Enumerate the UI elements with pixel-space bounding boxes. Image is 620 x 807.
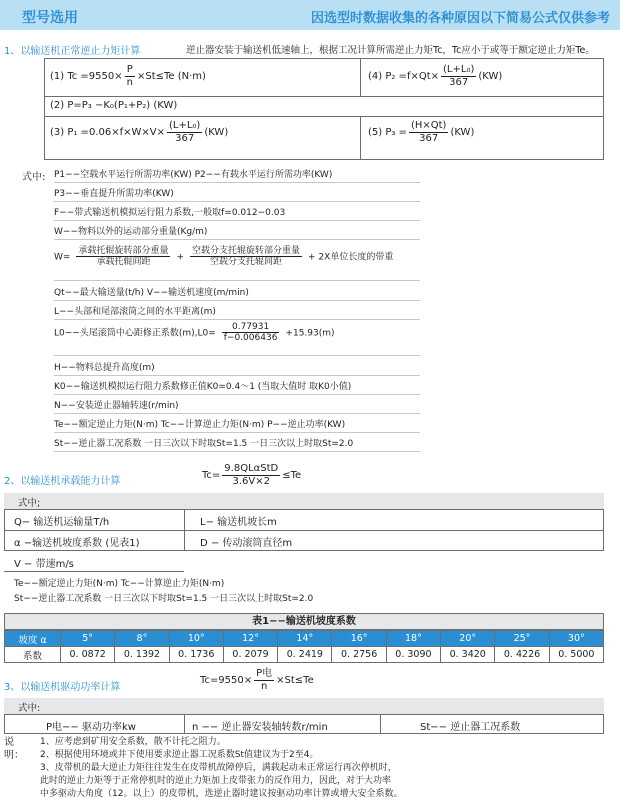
angle-cell: 16° [332, 631, 386, 647]
var-cell: D − 传动滚筒直径m [200, 538, 293, 549]
table-row [5, 631, 604, 647]
w-formula: W= $\frac{\text{承载托辊旋转部分重量}}{\text{承载托辊间距}}$ + $\frac{\text{空载分支托辊旋转部分重量}}{\text{空载分支托辊间距}}$ + 2X单位长度的带重 [54, 246, 394, 268]
header-title: 型号选用 [22, 10, 78, 26]
header-subtitle: 因选型时数据收集的各种原因以下简易公式仅供参考 [310, 11, 610, 26]
value-cell: 0. 4226 [495, 647, 549, 663]
angle-cell: 20° [441, 631, 495, 647]
var-cell: Q− 输送机运输量T/h [14, 517, 110, 528]
section3-title: 3、以输送机驱动功率计算 [4, 682, 121, 693]
value-cell: 0. 5000 [549, 647, 603, 663]
note-item: 1、应考虑到矿用安全系数，散不计托之阻力。 [40, 737, 226, 747]
section2-note: St−−逆止器工况系数 一日三次以下时取St=1.5 一日三次以上时取St=2.0 [14, 594, 314, 604]
var-row: P1−−空载水平运行所需功率(KW) P2−−有载水平运行所需功率(KW) [54, 170, 333, 180]
value-cell: 0. 0872 [61, 647, 115, 663]
angle-cell: 5° [61, 631, 115, 647]
var-row: P3−−垂直提升所需功率(KW) [54, 189, 174, 199]
section2-formula: Tc= $\frac{\text{9.8QLαStD}}{3.6V\times 2}$ ≤Te [202, 463, 302, 487]
section2-note: Te−−额定逆止力矩(N·m) Tc−−计算逆止力矩(N·m) [14, 579, 225, 589]
section1-intro: 逆止器安装于输送机低速轴上，根据工况计算所需逆止力矩Tc，Tc应小于或等于额定逆止力矩Te。 [186, 45, 595, 56]
value-cell: 0. 3090 [386, 647, 440, 663]
angle-cell: 18° [386, 631, 440, 647]
var-row: W−−物料以外的运动部分重量(Kg/m) [54, 227, 208, 237]
var-row: L−−头部和尾部滚筒之间的水平距离(m) [54, 307, 216, 317]
value-cell: 0. 2756 [332, 647, 386, 663]
section3-formula: Tc=9550× $\frac{\text{P电}}{n}$ ×St≤Te [200, 668, 314, 692]
section1-where-label: 式中: [22, 172, 46, 183]
table1-title: 表1−−输送机坡度系数 [4, 613, 604, 630]
value-cell: 0. 3420 [441, 647, 495, 663]
value-cell: 0. 2419 [278, 647, 332, 663]
section3-where-label: 式中: [18, 703, 41, 714]
var-row: H−−物料总提升高度(m) [54, 363, 155, 373]
var-row: St−−逆止器工况系数 一日三次以下时取St=1.5 一日三次以上时取St=2.0 [54, 439, 354, 449]
var-row: K0−−输送机模拟运行阻力系数修正值K0=0.4～1 (当取大值时 取K0小值) [54, 382, 352, 392]
var-cell: V − 带速m/s [14, 559, 74, 570]
angle-cell: 25° [495, 631, 549, 647]
formula-2: (2) P=P₃ −K₀(P₁+P₂) (KW) [50, 100, 178, 111]
var-row: Te−−额定逆止力矩(N·m) Tc−−计算逆止力矩(N·m) P−−逆止功率(KW) [54, 420, 346, 430]
formula-3: (3) P₁ =0.06×f×W×V× $\frac{\text{(L+L₀)}}{367}$ (KW) [50, 120, 229, 144]
table-row [5, 647, 604, 663]
angle-cell: 14° [278, 631, 332, 647]
header-bar [0, 0, 620, 30]
note-item: 此时的逆止力矩等于正常停机时的逆止力矩加上皮带张力的反作用力，因此，对于大功率 [40, 776, 392, 786]
var-cell: α −输送机坡度系数 (见表1) [14, 538, 140, 549]
var-row: Qt−−最大输送量(t/h) V−−输送机速度(m/min) [54, 288, 249, 298]
note-item: 2、根据使用环境或井下使用要求逆止器工况系数St值建议为于2至4。 [40, 750, 319, 760]
angle-cell: 30° [549, 631, 603, 647]
angle-cell: 12° [223, 631, 277, 647]
var-cell: St−− 逆止器工况系数 [420, 722, 521, 733]
slope-table [4, 630, 604, 663]
section1-title: 1、以输送机正常逆止力矩计算 [4, 46, 141, 57]
value-cell: 0. 2079 [223, 647, 277, 663]
table-value-label: 系数 [5, 647, 61, 663]
var-cell: n −− 逆止器安装轴转数r/min [192, 722, 328, 733]
formula-5: (5) P₃ = $\frac{(H\times Qt)}{367}$ (KW) [368, 120, 475, 144]
value-cell: 0. 1392 [115, 647, 169, 663]
var-cell: P电−− 驱动功率kw [46, 722, 136, 733]
l0-formula: L0−−头尾滚筒中心距修正系数(m),L0= $\frac{0.77931}{f-0.006436}$ +15.93(m) [54, 322, 335, 344]
section2-title: 2、以输送机承载能力计算 [4, 476, 121, 487]
angle-cell: 8° [115, 631, 169, 647]
var-row: F−−带式输送机模拟运行阻力系数,一般取f=0.012−0.03 [54, 208, 286, 218]
formula-4: (4) P₂ =f×Qt× $\frac{\text{(L+L₀)}}{367}$ (KW) [368, 64, 503, 88]
table-head-label: 坡度 α [5, 631, 61, 647]
angle-cell: 10° [169, 631, 223, 647]
section2-where-label: 式中; [18, 498, 41, 509]
note-item: 3、皮带机的最大逆止力矩往往发生在皮带机故障停后，满载起动未正常运行再次停机时， [40, 763, 397, 773]
formula-1: (1) Tc =9550× $\frac{P}{n}$ ×St≤Te (N·m) [50, 64, 206, 88]
var-row: N−−安装逆止器轴转速(r/min) [54, 401, 179, 411]
var-cell: L− 输送机坡长m [200, 517, 277, 528]
notes-label: 说明： [4, 737, 24, 761]
value-cell: 0. 1736 [169, 647, 223, 663]
note-item: 中多驱动大角度（12。以上）的皮带机，选逆止器时建议按驱动功率计算或增大安全系数。 [40, 789, 403, 799]
